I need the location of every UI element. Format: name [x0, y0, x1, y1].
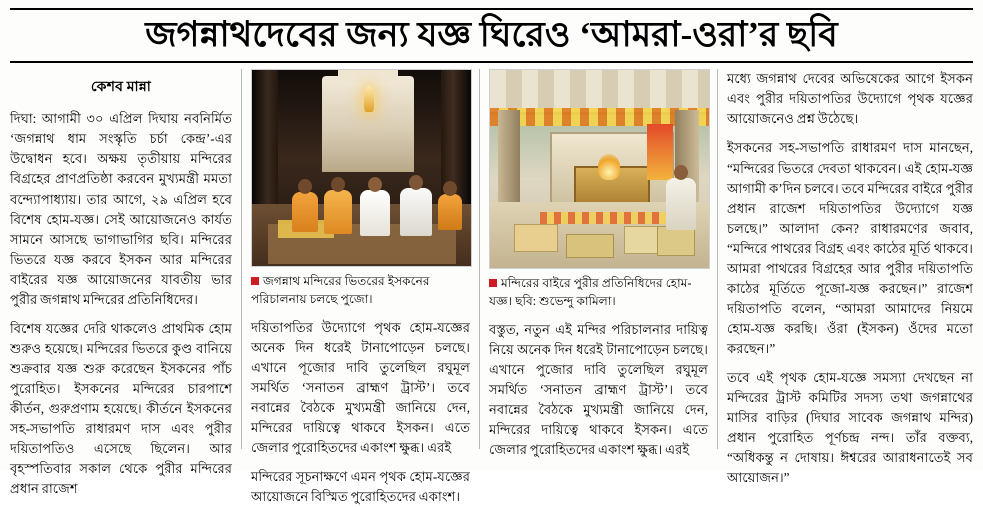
caption-bullet-icon [489, 279, 497, 287]
priest-figure [360, 190, 390, 236]
fire-flame [598, 154, 620, 180]
altar-top [338, 70, 398, 86]
paragraph: তবে এই পৃথক হোম-যজ্ঞে সমস্যা দেখছেন না মন্দিরের ট্রাস্ট কমিটির সদস্য তথা জগন্নাথের মাসির বাড়ির (দিঘার সাবেক জগন্নাথ মন্দির) প্রধান পুরোহিত পূর্ণচন্দ্র নন্দ। তাঁর বক্তব্য, “অধিকন্তু ন দোষায়। ঈশ্বরের আরাধনাতেই সব আয়োজন।” [727, 370, 973, 486]
photo-caption [489, 275, 708, 310]
headline-container [10, 8, 973, 63]
priest-figure [324, 190, 352, 234]
photo-homa-yajna-outside-temple [489, 69, 710, 269]
caption-text: জগন্নাথ মন্দিরের ভিতরের ইসকনের পরিচালনায় চলছে পুজো। [251, 274, 430, 306]
priest-figure [292, 192, 318, 232]
paragraph: মধ্যে জগন্নাথ দেবের অভিষেকের আগে ইসকন এবং পুরীর দয়িতাপতির উদ্যোগে পৃথক যজ্ঞের আয়োজনেও প্রশ্ন উঠেছে। [727, 71, 973, 127]
paragraph: দয়িতাপতির উদ্যোগে পৃথক হোম-যজ্ঞের অনেক দিন ধরেই টানাপোড়েন চলছে। এখানে পূজোর দাবি তুলেছিল রঘুমূল সমর্থিত ‘সনাতন ব্রাহ্মণ ট্রাস্ট’। তবে নবান্নের বৈঠকে মুখ্যমন্ত্রী জানিয়ে দেন, মন্দিরের দায়িত্বে থাকবে ইসকন। এতে জেলার পুরোহিতদের একাংশ ক্ষুব্ধ। এরই [251, 319, 470, 456]
offering-tray [657, 226, 695, 256]
paragraph: মন্দিরের সূচনাক্ষণে এমন পৃথক হোম-যজ্ঞের আয়োজনে বিস্মিত পুরোহিতদের একাংশ। [251, 469, 470, 505]
paragraph: বিশেষ যজ্ঞের দেরি থাকলেও প্রাথমিক হোম শুরুও হয়েছে। মন্দিরের ভিতরে কুণ্ড বানিয়ে শুক্রবার যজ্ঞ শুরু করেছেন ইসকনের পাঁচ পুরোহিত। ইসকনের মন্দিরের চারপাশে কীর্তন, গুরুপ্রণাম হয়েছে। কীর্তনে ইসকনের সহ-সভাপতি রাধারমণ দাস এবং পুরীর দয়িতাপতিও এসেছে ছিলেন। আর বৃহস্পতিবার সকাল থেকে পুরীর মন্দিরের প্রধান রাজেশ [10, 320, 232, 497]
paragraph: বস্তুত, নতুন এই মন্দির পরিচালনার দায়িত্ব নিয়ে অনেক দিন ধরেই টানাপোড়েন চলছে। এখানে পুজোর দাবি তুলেছিল রঘুমূল সমর্থিত ‘সনাতন ব্রাহ্মণ ট্রাস্ট’। তবে নবান্নের বৈঠকে মুখ্যমন্ত্রী জানিয়ে দেন, মন্দিরের দায়িত্বে থাকবে ইসকন। এতে জেলার পুরোহিতদের একাংশ ক্ষুব্ধ। এরই [489, 321, 708, 458]
offering-tray [566, 234, 614, 258]
lamp-flame [364, 86, 374, 112]
photo-caption [251, 273, 470, 308]
byline: কেশব মান্না [90, 80, 152, 96]
priest-figure [666, 178, 696, 230]
ritual-banner [647, 124, 673, 180]
priest-head [368, 177, 382, 192]
column-4 [718, 69, 973, 486]
priest-figure [400, 188, 432, 236]
priest-figure [438, 194, 462, 230]
column-2 [242, 69, 480, 505]
priest-head [298, 179, 312, 194]
column-3 [480, 69, 718, 458]
caption-text: মন্দিরের বাইরে পুরীর প্রতিনিধিদের হোম-যজ্ঞ। ছবি: শুভেন্দু কামিলা। [489, 276, 692, 308]
offering-tray [514, 224, 558, 252]
article-body [10, 69, 973, 505]
priest-head [331, 177, 345, 192]
page-title: জগন্নাথদেবের জন্য যজ্ঞ ঘিরেও ‘আমরা-ওরা’র ছবি [145, 15, 838, 54]
priest-head [443, 181, 457, 196]
paragraph: ইসকনের সহ-সভাপতি রাধারমণ দাস মানছেন, “মন্দিরের ভিতরে দেবতা থাকবেন। এই হোম-যজ্ঞ আগামী ক’দিন চলবে। তবে মন্দিরের বাইরে পুরীর প্রধান রাজেশ দয়িতাপতির উদ্যোগে যজ্ঞ চলছে।” আলাদা কেন? রাধারমণের জবাব, “মন্দিরে পাথরের বিগ্রহ এবং কাঠের মূর্তি থাকবে। আমরা পাথরের বিগ্রহের আর পুরীর দয়িতাপতি কাঠের মূর্তিতে পূজো-যজ্ঞ করছেন।” রাজেশ দয়িতাপতি বলেন, “আমরা আমাদের নিয়মে হোম-যজ্ঞ করছি। ওঁরা (ইসকন) ওঁদের মতো করছেন।” [727, 140, 973, 357]
flower-row [540, 212, 670, 224]
priest-head [409, 175, 423, 190]
paragraph: দিঘা: আগামী ৩০ এপ্রিল দিঘায় নবনির্মিত ‘জগন্নাথ ধাম সংস্কৃতি চর্চা কেন্দ্র’-এর উদ্বোধন হবে। অক্ষয় তৃতীয়ায় মন্দিরের বিগ্রহের প্রাণপ্রতিষ্ঠা করবেন মুখ্যমন্ত্রী মমতা বন্দ্যোপাধ্যায়। তার আগে, ২৯ এপ্রিল হবে বিশেষ হোম-যজ্ঞ। সেই আয়োজনেও কার্যত সামনে আসছে ভাগাভাগির ছবি। মন্দিরের ভিতরে যজ্ঞ করবে ইসকন আর মন্দিরের বাইরের যজ্ঞ আয়োজনের যাবতীয় ভার পুরীর জগন্নাথ মন্দিরের প্রতিনিধিদের। [10, 111, 232, 307]
caption-bullet-icon [251, 277, 259, 285]
column-1 [10, 69, 242, 497]
priest-head [674, 165, 688, 180]
photo-iskcon-puja-inside-temple [251, 69, 472, 267]
